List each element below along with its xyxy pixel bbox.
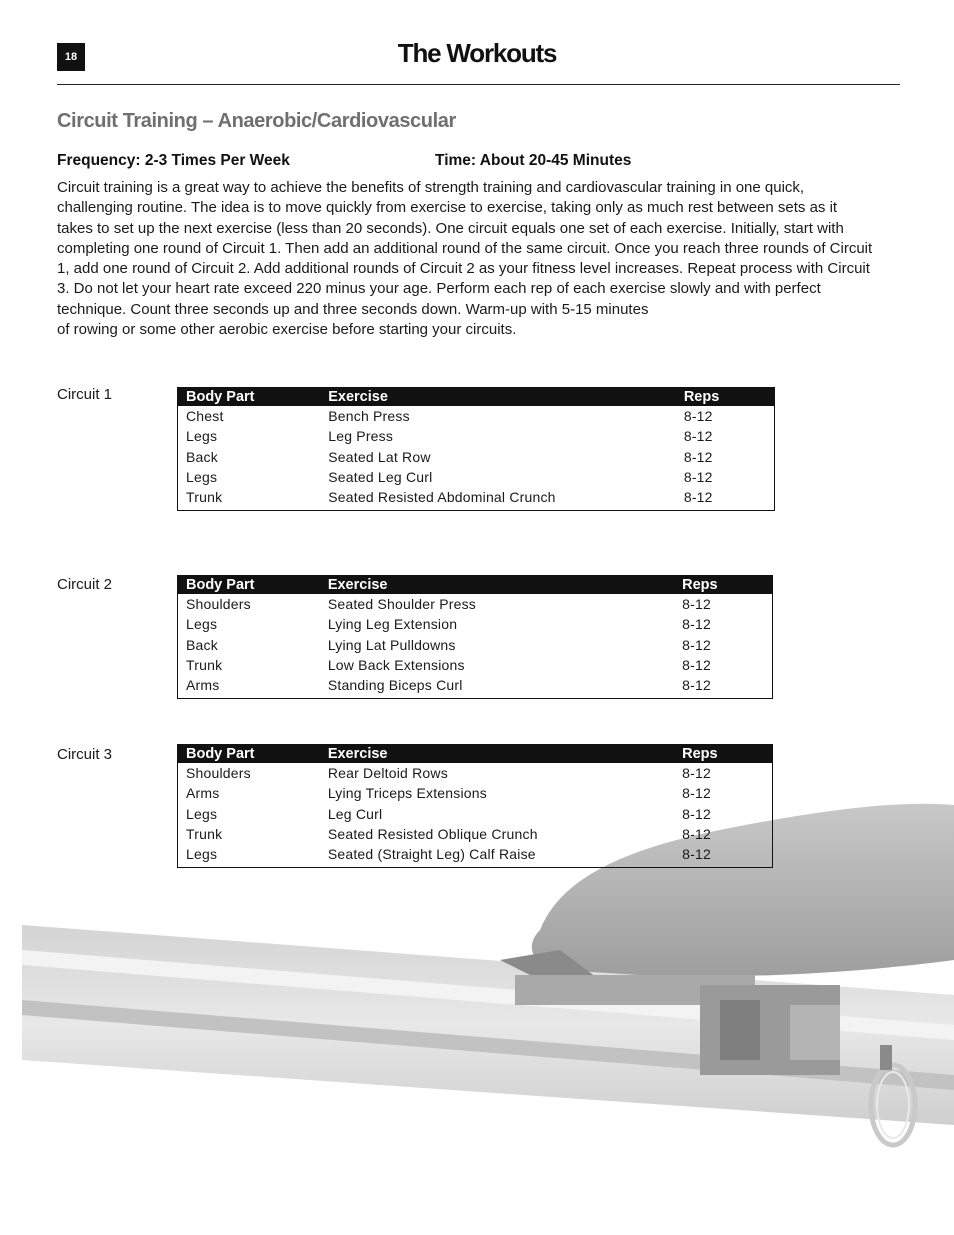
cell-reps: 8-12 <box>683 428 713 445</box>
cell-reps: 8-12 <box>683 489 713 506</box>
col-reps: Reps <box>676 388 775 407</box>
col-body-part: Body Part <box>178 388 321 407</box>
cell-exercise: Seated Resisted Oblique Crunch <box>327 826 538 843</box>
table-row <box>178 655 773 675</box>
cell-reps: 8-12 <box>682 765 711 782</box>
cell-body-part: Legs <box>186 428 218 445</box>
page-number: 18 <box>57 43 85 71</box>
cell-exercise: Seated Leg Curl <box>328 469 433 486</box>
frequency-label: Frequency: 2-3 Times Per Week <box>57 152 290 169</box>
cell-reps: 8-12 <box>682 657 711 674</box>
col-reps: Reps <box>674 745 772 764</box>
cell-reps: 8-12 <box>683 448 713 465</box>
table-header-row <box>178 388 775 407</box>
table-row <box>178 594 773 614</box>
intro-line: of rowing or some other aerobic exercise before starting your circuits. <box>57 321 517 339</box>
cell-body-part: Legs <box>186 469 218 486</box>
cell-body-part: Back <box>186 636 218 653</box>
cell-body-part: Legs <box>186 805 218 822</box>
col-exercise: Exercise <box>320 388 676 407</box>
cell-exercise: Lying Lat Pulldowns <box>327 636 456 653</box>
circuit-2-label: Circuit 2 <box>57 576 113 593</box>
cell-reps: 8-12 <box>682 616 711 633</box>
cell-reps: 8-12 <box>682 785 711 802</box>
intro-line: Circuit training is a great way to achieve the benefits of strength training and cardiovascular training in one quick, <box>57 179 805 196</box>
circuit-2-table <box>177 575 773 699</box>
col-body-part: Body Part <box>178 745 320 764</box>
section-title: Circuit Training – Anaerobic/Cardiovascular <box>57 110 456 132</box>
cell-body-part: Arms <box>186 785 220 802</box>
cell-reps: 8-12 <box>683 408 713 425</box>
intro-line: 3. Do not let your heart rate exceed 220 minus your age. Perform each rep of each exercise slowly and with perfect <box>57 280 821 298</box>
cell-reps: 8-12 <box>683 469 713 486</box>
cell-exercise: Seated Lat Row <box>328 448 431 465</box>
page-title: The Workouts <box>397 38 557 68</box>
cell-body-part: Arms <box>186 677 220 694</box>
circuit-3-table <box>177 744 773 868</box>
table-row <box>178 824 773 844</box>
table-row <box>178 426 775 446</box>
cell-reps: 8-12 <box>682 805 711 822</box>
cell-exercise: Bench Press <box>328 408 410 425</box>
header-divider <box>57 84 900 85</box>
cell-reps: 8-12 <box>682 677 711 694</box>
table-header-row <box>178 576 773 595</box>
cell-body-part: Trunk <box>186 826 223 843</box>
cell-body-part: Shoulders <box>186 596 251 613</box>
cell-body-part: Chest <box>186 408 224 425</box>
cell-exercise: Lying Triceps Extensions <box>327 785 487 802</box>
circuit-3-label: Circuit 3 <box>57 746 113 763</box>
cell-exercise: Seated Shoulder Press <box>327 596 476 613</box>
table-row <box>178 783 773 803</box>
cell-exercise: Standing Biceps Curl <box>327 677 463 694</box>
cell-reps: 8-12 <box>682 636 711 653</box>
circuit-1-table <box>177 387 775 511</box>
cell-exercise: Seated Resisted Abdominal Crunch <box>328 489 556 506</box>
cell-exercise: Leg Press <box>328 428 394 445</box>
cell-exercise: Seated (Straight Leg) Calf Raise <box>327 846 536 863</box>
intro-line: technique. Count three seconds up and three seconds down. Warm-up with 5-15 minutes <box>57 300 649 318</box>
cell-reps: 8-12 <box>682 846 711 863</box>
table-row <box>178 406 775 426</box>
intro-line: challenging routine. The idea is to move quickly from exercise to exercise, taking only as much rest between sets as it <box>57 199 838 217</box>
intro-line: completing one round of Circuit 1. Then add an additional round of the same circuit. Once you reach three rounds of Circuit <box>57 239 873 257</box>
table-row <box>178 804 773 824</box>
cell-body-part: Trunk <box>186 657 223 674</box>
table-row <box>178 614 773 634</box>
cell-exercise: Lying Leg Extension <box>327 616 458 633</box>
cell-body-part: Legs <box>186 616 218 633</box>
time-label: Time: About 20-45 Minutes <box>435 152 632 169</box>
col-exercise: Exercise <box>320 745 674 764</box>
col-body-part: Body Part <box>178 576 320 595</box>
intro-line: 1, add one round of Circuit 2. Add additional rounds of Circuit 2 as your fitness level increases. Repeat process with Circuit <box>57 260 870 278</box>
table-row <box>178 844 773 868</box>
table-row <box>178 467 775 487</box>
table-row <box>178 675 773 699</box>
col-reps: Reps <box>674 576 772 595</box>
cell-reps: 8-12 <box>682 826 711 843</box>
cell-body-part: Legs <box>186 846 218 863</box>
intro-paragraph <box>57 178 899 340</box>
table-row <box>178 763 773 783</box>
table-row <box>178 635 773 655</box>
circuit-1-label: Circuit 1 <box>57 386 113 403</box>
table-row <box>178 447 775 467</box>
cell-body-part: Back <box>186 448 218 465</box>
cell-body-part: Trunk <box>186 489 223 506</box>
cell-exercise: Leg Curl <box>327 805 383 822</box>
cell-exercise: Rear Deltoid Rows <box>327 765 448 782</box>
intro-line: takes to set up the next exercise (less than 20 seconds). One circuit equals one set of each exercise. Initially, start with <box>57 219 844 237</box>
col-exercise: Exercise <box>320 576 674 595</box>
cell-exercise: Low Back Extensions <box>327 657 465 674</box>
table-header-row <box>178 745 773 764</box>
cell-body-part: Shoulders <box>186 765 251 782</box>
cell-reps: 8-12 <box>682 596 711 613</box>
table-row <box>178 487 775 511</box>
